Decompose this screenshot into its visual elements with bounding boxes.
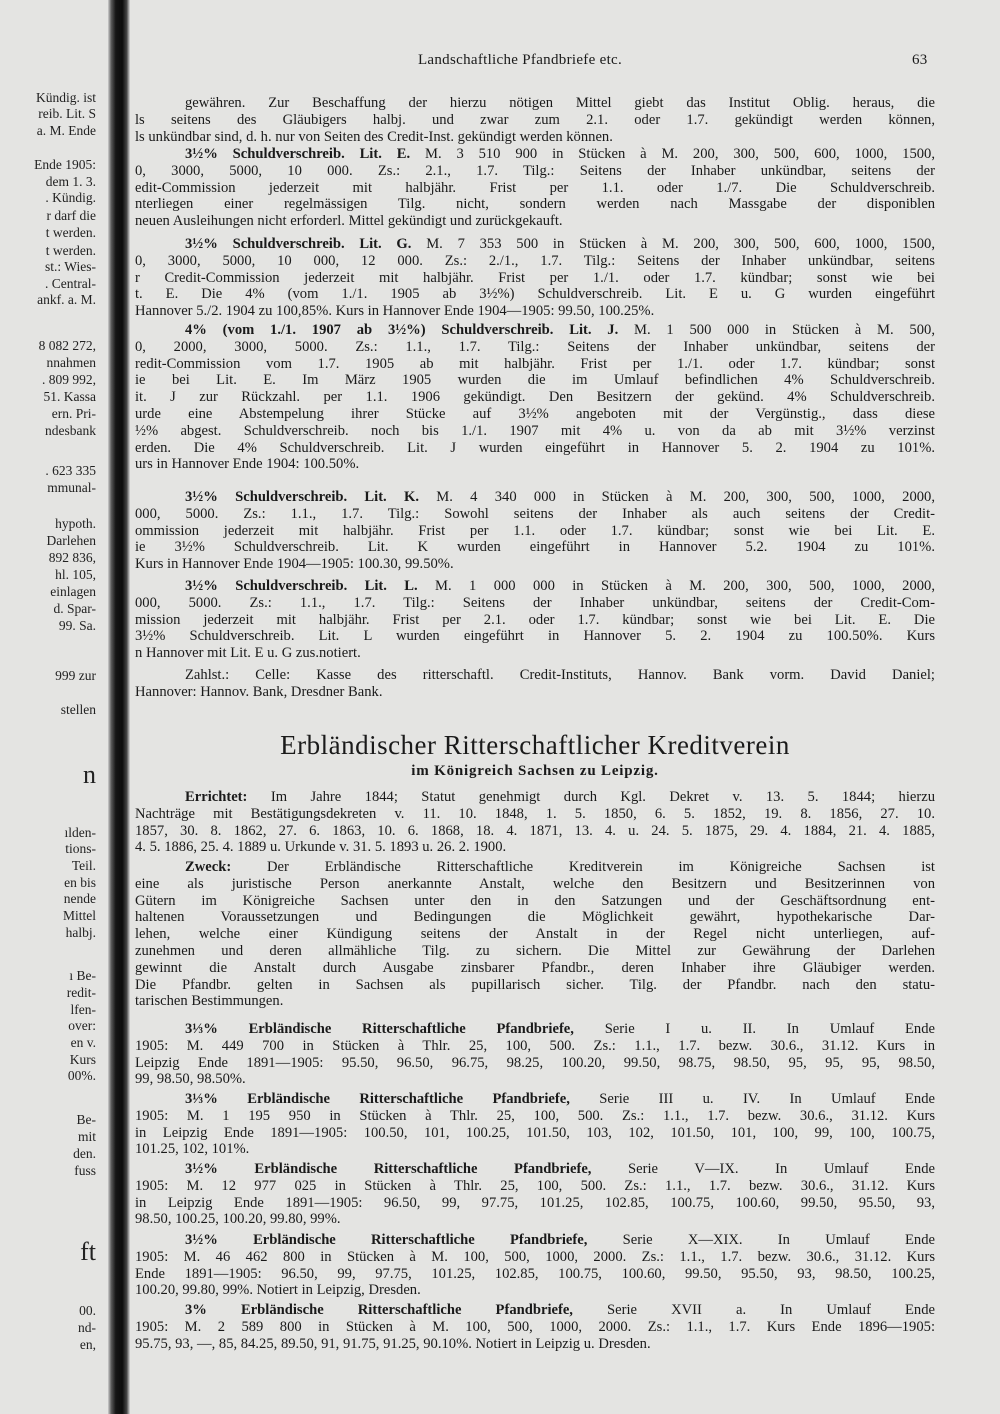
- line-text: Hannover 5./2. 1904 zu 100,85%. Kurs in Hannover Ende 1904—1905: 99.50, 100.25%.: [135, 303, 655, 320]
- facing-page-fragment: . Kündig.: [45, 190, 96, 205]
- paragraph: [135, 146, 935, 230]
- text-line: [135, 1266, 935, 1283]
- facing-page-fragment: a. M. Ende: [36, 123, 96, 138]
- text-line: [135, 389, 935, 406]
- text-line: [135, 440, 935, 457]
- text-line: [135, 1211, 935, 1228]
- text-line: [135, 523, 935, 540]
- text-line: [135, 372, 935, 389]
- line-text: erden. Die 4% Schuldverschreib. Lit. J wurden eingeführt in Hannover 5. 2. 1904 zu 101%.: [135, 439, 935, 456]
- line-text: Serie X—XIX. In Umlauf Ende: [622, 1232, 935, 1248]
- paragraph: [135, 489, 935, 573]
- line-text: M. 3 510 900 in Stücken à M. 200, 300, 500, 600, 1000, 1500,: [424, 146, 935, 162]
- text-line: [135, 993, 935, 1010]
- paragraph-lead: 3½% Erbländische Ritterschaftliche Pfandbriefe,: [185, 1161, 592, 1177]
- text-line: [135, 180, 935, 197]
- line-text: ls seitens des Gläubigers halbj. und zwar zum 2.1. oder 1.7. gekündigt werden können,: [135, 111, 935, 128]
- facing-page-fragment: ft: [80, 1237, 96, 1266]
- line-text: 000, 5000. Zs.: 1.1., 1.7. Tilg.: Sowohl seitens der Inhaber als auch seitens der Credit-: [135, 505, 935, 522]
- facing-page-fragment: 00%.: [67, 1068, 96, 1083]
- facing-page-fragment: nende: [63, 891, 96, 906]
- text-line: [135, 684, 935, 701]
- facing-page-fragment: Kurs: [69, 1052, 96, 1067]
- line-text: 1905: M. 2 589 800 in Stücken à M. 100, 500, 1000, 2000. Zs.: 1.1., 1.7. Kurs Ende 1896—1905:: [135, 1318, 935, 1335]
- text-line: [135, 1055, 935, 1072]
- facing-page-fragment: 99. Sa.: [58, 618, 96, 633]
- line-text: Zahlst.: Celle: Kasse des ritterschaftl. Credit-Instituts, Hannov. Bank vorm. David Daniel;: [185, 667, 935, 683]
- paragraph: [135, 1091, 935, 1158]
- line-text: zunehmen und deren allmähliche Tilg. zu sichern. Die Mittel zur Gewährung der Darlehen: [135, 942, 935, 959]
- facing-page-fragment: Be-: [76, 1112, 96, 1127]
- text-line: [135, 789, 935, 806]
- line-text: Kurs in Hannover Ende 1904—1905: 100.30, 99.50%.: [135, 556, 454, 573]
- paragraph-lead: 4% (vom 1./1. 1907 ab 3½%) Schuldverschreib. Lit. J.: [185, 322, 619, 338]
- facing-page-fragment: dem 1. 3.: [45, 174, 96, 189]
- text-line: [135, 859, 935, 876]
- facing-page-fragment: d. Spar-: [53, 601, 96, 616]
- line-text: neuen Ausleihungen nicht erforderl. Mittel gekündigt und zurückgekauft.: [135, 213, 563, 230]
- text-line: [135, 146, 935, 163]
- text-line: [135, 322, 935, 339]
- text-line: [135, 1038, 935, 1055]
- text-line: [135, 1195, 935, 1212]
- line-text: mission jederzeit mit halbjähr. Frist per 2.1. oder 1.7. kündbar; sonst wie bei Lit. E. Die: [135, 611, 935, 628]
- text-line: [135, 578, 935, 595]
- text-line: [135, 423, 935, 440]
- page-number: 63: [912, 52, 928, 68]
- line-text: n Hannover mit Lit. E u. G zus.notiert.: [135, 645, 361, 662]
- text-line: [135, 489, 935, 506]
- line-text: ls unkündbar sind, d. h. nur von Seiten des Credit-Inst. gekündigt werden können.: [135, 128, 613, 145]
- text-line: [135, 253, 935, 270]
- facing-page-fragment: nd-: [78, 1320, 96, 1335]
- paragraph-lead: 3½% Schuldverschreib. Lit. K.: [185, 489, 419, 505]
- facing-page-fragment: t werden.: [45, 243, 96, 258]
- facing-page-fragment: redit-: [66, 985, 96, 1000]
- text-line: [135, 196, 935, 213]
- text-line: [135, 506, 935, 523]
- text-line: [135, 1336, 935, 1353]
- paragraph: [135, 667, 935, 701]
- line-text: edit-Commission jederzeit mit halbjähr. Frist per 1.1. oder 1./7. Die Schuldverschreib.: [135, 179, 935, 196]
- text-line: [135, 628, 935, 645]
- facing-page-fragment: Mittel: [63, 908, 96, 923]
- line-text: Der Erbländische Ritterschaftliche Kreditverein im Königreiche Sachsen ist: [267, 859, 935, 875]
- facing-page-fragment: tions-: [65, 841, 96, 856]
- text-line: [135, 1282, 935, 1299]
- line-text: Im Jahre 1844; Statut genehmigt durch Kgl. Dekret v. 13. 5. 1844; hierzu: [270, 789, 935, 805]
- line-text: M. 4 340 000 in Stücken à M. 200, 300, 500, 1000, 2000,: [436, 489, 935, 505]
- facing-page-fragment: den.: [73, 1146, 96, 1161]
- line-text: 1905: M. 1 195 950 in Stücken à Thlr. 25, 100, 500. Zs.: 1.1., 1.7. bezw. 30.6., 31.12. Kurs: [135, 1107, 935, 1124]
- line-text: 1905: M. 46 462 800 in Stücken à M. 100, 500, 1000, 2000. Zs.: 1.1., 1.7. bezw. 30.6., 31.12. Kurs: [135, 1248, 935, 1265]
- text-line: [135, 1141, 935, 1158]
- line-text: ie 3½% Schuldverschreib. Lit. K wurden eingeführt in Hannover 5.2. 1904 zu 101%.: [135, 539, 935, 556]
- paragraph-lead: Zweck:: [185, 859, 232, 875]
- text-line: [135, 213, 935, 230]
- facing-page-fragment: en v.: [70, 1035, 96, 1050]
- line-text: 101.25, 102, 101%.: [135, 1141, 250, 1158]
- facing-page-fragment: hypoth.: [55, 516, 96, 531]
- facing-page-fragment: n: [83, 760, 96, 789]
- paragraph: [135, 578, 935, 662]
- facing-page-fragment: ndesbank: [45, 423, 96, 438]
- facing-page-fragment: stellen: [60, 702, 96, 717]
- text-line: [135, 612, 935, 629]
- line-text: lehen, welche einer Kündigung seitens der Anstalt in der Regel nicht unterliegen, auf-: [135, 926, 935, 943]
- line-text: 0, 2000, 3000, 5000. Zs.: 1.1., 1.7. Tilg.: Seitens der Inhaber unkündbar, seitens der: [135, 338, 935, 355]
- facing-page-fragment: . 623 335: [45, 463, 96, 478]
- line-text: urde eine Abstempelung ihrer Stücke auf 3½% angeboten mit der Vergünstig., dass diese: [135, 405, 935, 422]
- line-text: Ende 1891—1905: 96.50, 99, 97.75, 101.25, 102.85, 100.75, 100.60, 99.50, 95.50, 93, 98.50, 100.25,: [135, 1265, 935, 1282]
- paragraph: [135, 1302, 935, 1352]
- facing-page-fragment: fuss: [74, 1163, 96, 1178]
- facing-page-fragment: einlagen: [50, 584, 96, 599]
- paragraph: [135, 322, 935, 473]
- facing-page-fragment: 999 zur: [55, 668, 96, 683]
- paragraph-lead: 3% Erbländische Ritterschaftliche Pfandbriefe,: [185, 1302, 573, 1318]
- line-text: urs in Hannover Ende 1904: 100.50%.: [135, 456, 360, 473]
- text-line: [135, 1302, 935, 1319]
- text-line: [135, 1178, 935, 1195]
- text-line: [135, 823, 935, 840]
- facing-page-fragment: halbj.: [65, 925, 96, 940]
- paragraph: [135, 1232, 935, 1299]
- line-text: M. 7 353 500 in Stücken à M. 200, 300, 500, 600, 1000, 1500,: [426, 236, 935, 252]
- line-text: tarischen Bestimmungen.: [135, 993, 284, 1010]
- text-line: [135, 960, 935, 977]
- facing-page-fragment: ılden-: [64, 825, 96, 840]
- text-line: [135, 645, 935, 662]
- line-text: 98.50, 100.25, 100.20, 99.80, 99%.: [135, 1211, 341, 1228]
- facing-page-fragment: ern. Pri-: [51, 406, 96, 421]
- facing-page-fragment: . Central-: [45, 276, 96, 291]
- text-line: [135, 1021, 935, 1038]
- facing-page-fragment: hl. 105,: [55, 567, 96, 582]
- text-line: [135, 595, 935, 612]
- facing-page-fragment: mit: [77, 1129, 96, 1144]
- text-line: [135, 286, 935, 303]
- text-line: [135, 1091, 935, 1108]
- text-line: [135, 236, 935, 253]
- line-text: gewähren. Zur Beschaffung der hierzu nötigen Mittel giebt das Institut Oblig. heraus, die: [185, 95, 935, 111]
- facing-page-fragment: 00.: [79, 1303, 96, 1318]
- line-text: Nachträge mit Bestätigungsdekreten v. 11. 10. 1848, 1. 5. 1850, 6. 5. 1852, 19. 8. 1856, 27. 10.: [135, 805, 935, 822]
- line-text: ommission jederzeit mit halbjähr. Frist per 1.1. oder 1.7. kündbar; sonst wie bei Lit. E.: [135, 522, 935, 539]
- facing-page-fragment: Darlehen: [46, 533, 96, 548]
- facing-page-fragment: Kündig. ist: [35, 90, 96, 105]
- text-line: [135, 977, 935, 994]
- line-text: t. E. Die 4% (vom 1./1. 1905 ab 3½%) Schuldverschreib. Lit. E u. G wurden eingeführt: [135, 286, 935, 303]
- text-line: [135, 406, 935, 423]
- text-line: [135, 1108, 935, 1125]
- paragraph: [135, 236, 935, 320]
- paragraph-lead: 3½% Schuldverschreib. Lit. G.: [185, 236, 412, 252]
- facing-page-fragment: over:: [68, 1018, 96, 1033]
- line-text: haltenen Voraussetzungen und Bedingungen die Möglichkeit gewährt, hypothekarische Dar-: [135, 909, 935, 926]
- text-line: [135, 1125, 935, 1142]
- paragraph-lead: 3½% Erbländische Ritterschaftliche Pfandbriefe,: [185, 1232, 588, 1248]
- facing-page-fragment: ı Be-: [69, 968, 96, 983]
- text-line: [135, 556, 935, 573]
- text-line: [135, 806, 935, 823]
- text-line: [135, 667, 935, 684]
- paragraph: [135, 1161, 935, 1228]
- facing-page-fragment: t werden.: [45, 225, 96, 240]
- line-text: 1905: M. 12 977 025 in Stücken à Thlr. 25, 100, 500. Zs.: 1.1., 1.7. bezw. 30.6., 31.12. Kurs: [135, 1177, 935, 1194]
- line-text: 99, 98.50, 98.50%.: [135, 1071, 246, 1088]
- line-text: Serie XVII a. In Umlauf Ende: [607, 1302, 935, 1318]
- text-line: [135, 943, 935, 960]
- line-text: nterliegen einer regelmässigen Tilg. nicht, sondern werden nach Massgabe der disponiblen: [135, 196, 935, 213]
- facing-page-fragment: en bis: [64, 875, 96, 890]
- line-text: 1905: M. 449 700 in Stücken à Thlr. 25, 100, 500. Zs.: 1.1., 1.7. bezw. 30.6., 31.12. Kurs in: [135, 1037, 935, 1054]
- text-line: [135, 1161, 935, 1178]
- text-line: [135, 1232, 935, 1249]
- line-text: M. 1 500 000 in Stücken à M. 500,: [634, 322, 935, 338]
- text-line: [135, 839, 935, 856]
- facing-page-fragment: Teil.: [71, 858, 96, 873]
- text-line: [135, 909, 935, 926]
- text-line: [135, 129, 935, 146]
- line-text: Gütern im Königreiche Sachsen unter den in den Satzungen und der Geschäftsordnung ent-: [135, 892, 935, 909]
- paragraph-lead: 3½% Schuldverschreib. Lit. E.: [185, 146, 411, 162]
- line-text: 100.20, 99.80, 99%. Notiert in Leipzig, Dresden.: [135, 1282, 421, 1299]
- facing-page-fragment: r darf die: [46, 208, 96, 223]
- line-text: eine als juristische Person anerkannte Anstalt, welche den Besitzern und Besitzerinnen von: [135, 875, 935, 892]
- text-line: [135, 1071, 935, 1088]
- facing-page-fragment: ankf. a. M.: [37, 292, 96, 307]
- line-text: ie bei Lit. E. Im März 1905 wurden die im Umlauf befindlichen 4% Schuldverschreib.: [135, 372, 935, 389]
- paragraph: [135, 789, 935, 856]
- text-line: [135, 893, 935, 910]
- line-text: 000, 5000. Zs.: 1.1., 1.7. Tilg.: Seitens der Inhaber unkündbar, seitens der Credit-Com-: [135, 594, 935, 611]
- line-text: 3½% Schuldverschreib. Lit. L wurden eingeführt in Hannover 5. 2. 1904 zu 100.50%. Kurs: [135, 628, 935, 645]
- paragraph-lead: Errichtet:: [185, 789, 248, 805]
- facing-page-fragment: reib. Lit. S: [38, 106, 96, 121]
- facing-page-fragment: 51. Kassa: [43, 389, 96, 404]
- line-text: in Leipzig Ende 1891—1905: 96.50, 99, 97.75, 101.25, 102.85, 100.75, 100.60, 99.50, 95.50, 93,: [135, 1194, 935, 1211]
- text-line: [135, 163, 935, 180]
- line-text: it. J zur Rückzahl. per 1.1. 1906 gekündigt. Den Besitzern der gekünd. 4% Schuldverschreib.: [135, 389, 935, 406]
- facing-page-fragment: mmunal-: [47, 480, 96, 495]
- facing-page-fragment: 8 082 272,: [38, 338, 96, 353]
- line-text: Serie I u. II. In Umlauf Ende: [604, 1021, 935, 1037]
- facing-page-fragment: . 809 992,: [42, 372, 96, 387]
- text-line: [135, 876, 935, 893]
- book-binding-shadow: [108, 0, 130, 1414]
- line-text: Hannover: Hannov. Bank, Dresdner Bank.: [135, 683, 383, 700]
- facing-page-fragment: en,: [79, 1337, 96, 1352]
- paragraph-lead: 3½% Schuldverschreib. Lit. L.: [185, 578, 418, 594]
- text-line: [135, 95, 935, 112]
- line-text: 0, 3000, 5000, 10 000. Zs.: 2.1., 1.7. Tilg.: Seitens der Inhaber unkündbar, seitens der: [135, 162, 935, 179]
- paragraph-lead: 3⅓% Erbländische Ritterschaftliche Pfandbriefe,: [185, 1021, 574, 1037]
- paragraph: [135, 95, 935, 145]
- line-text: 4. 5. 1886, 25. 4. 1889 u. Urkunde v. 31. 5. 1893 u. 26. 2. 1900.: [135, 839, 507, 856]
- text-line: [135, 539, 935, 556]
- paragraph-lead: 3⅓% Erbländische Ritterschaftliche Pfandbriefe,: [185, 1091, 570, 1107]
- section-subtitle: im Königreich Sachsen zu Leipzig.: [411, 763, 659, 779]
- text-line: [135, 1249, 935, 1266]
- line-text: ½% abgest. Schuldverschreib. noch bis 1./1. 1907 mit 4% u. von da ab mit 3½% verzinst: [135, 422, 935, 439]
- line-text: M. 1 000 000 in Stücken à M. 200, 300, 500, 1000, 2000,: [435, 578, 935, 594]
- line-text: 95.75, 93, —, 85, 84.25, 89.50, 91, 91.75, 91.25, 90.10%. Notiert in Leipzig u. Dresden.: [135, 1335, 651, 1352]
- text-line: [135, 926, 935, 943]
- line-text: redit-Commission vom 1.7. 1905 ab mit halbjähr. Frist per 1./1. oder 1.7. kündbar; sonst: [135, 355, 935, 372]
- text-line: [135, 456, 935, 473]
- line-text: Leipzig Ende 1891—1905: 95.50, 96.50, 96.75, 98.25, 100.20, 99.50, 98.75, 98.50, 95, 95, 95, 98.50,: [135, 1054, 935, 1071]
- text-line: [135, 270, 935, 287]
- text-line: [135, 1319, 935, 1336]
- line-text: 1857, 30. 8. 1862, 27. 6. 1863, 10. 6. 1868, 18. 4. 1871, 13. 4. u. 24. 5. 1875, 29. 4. 1884, 21. 4. 1885,: [135, 822, 935, 839]
- facing-page-fragment: Ende 1905:: [34, 157, 96, 172]
- line-text: r Credit-Commission jederzeit mit halbjähr. Frist per 1./1. oder 1.7. kündbar; sonst wie bei: [135, 269, 935, 286]
- paragraph: [135, 859, 935, 1010]
- text-line: [135, 356, 935, 373]
- text-line: [135, 339, 935, 356]
- line-text: 0, 3000, 5000, 10 000, 12 000. Zs.: 2./1., 1.7. Tilg.: Seitens der Inhaber unkündbar, seitens: [135, 252, 935, 269]
- line-text: Serie V—IX. In Umlauf Ende: [628, 1161, 935, 1177]
- text-line: [135, 112, 935, 129]
- line-text: gewinnt die Anstalt durch Ausgabe zinsbarer Pfandbr., deren Inhaber ihre Gläubiger werden.: [135, 959, 935, 976]
- line-text: Serie III u. IV. In Umlauf Ende: [599, 1091, 935, 1107]
- text-line: [135, 303, 935, 320]
- facing-page-fragment: st.: Wies-: [45, 259, 96, 274]
- paragraph: [135, 1021, 935, 1088]
- facing-page-fragment: nnahmen: [46, 355, 96, 370]
- facing-page-fragment: lfen-: [70, 1002, 96, 1017]
- line-text: in Leipzig Ende 1891—1905: 100.50, 101, 100.25, 101.50, 103, 102, 101.50, 101, 100, 99, 100, 100.75,: [135, 1124, 935, 1141]
- facing-page-fragment: 892 836,: [48, 550, 96, 565]
- running-title: Landschaftliche Pfandbriefe etc.: [417, 52, 623, 68]
- section-title: Erbländischer Ritterschaftlicher Kreditverein: [280, 730, 790, 760]
- line-text: Die Pfandbr. gelten in Sachsen als pupillarisch sicher. Tilg. der Pfandbr. nach den statu-: [135, 976, 935, 993]
